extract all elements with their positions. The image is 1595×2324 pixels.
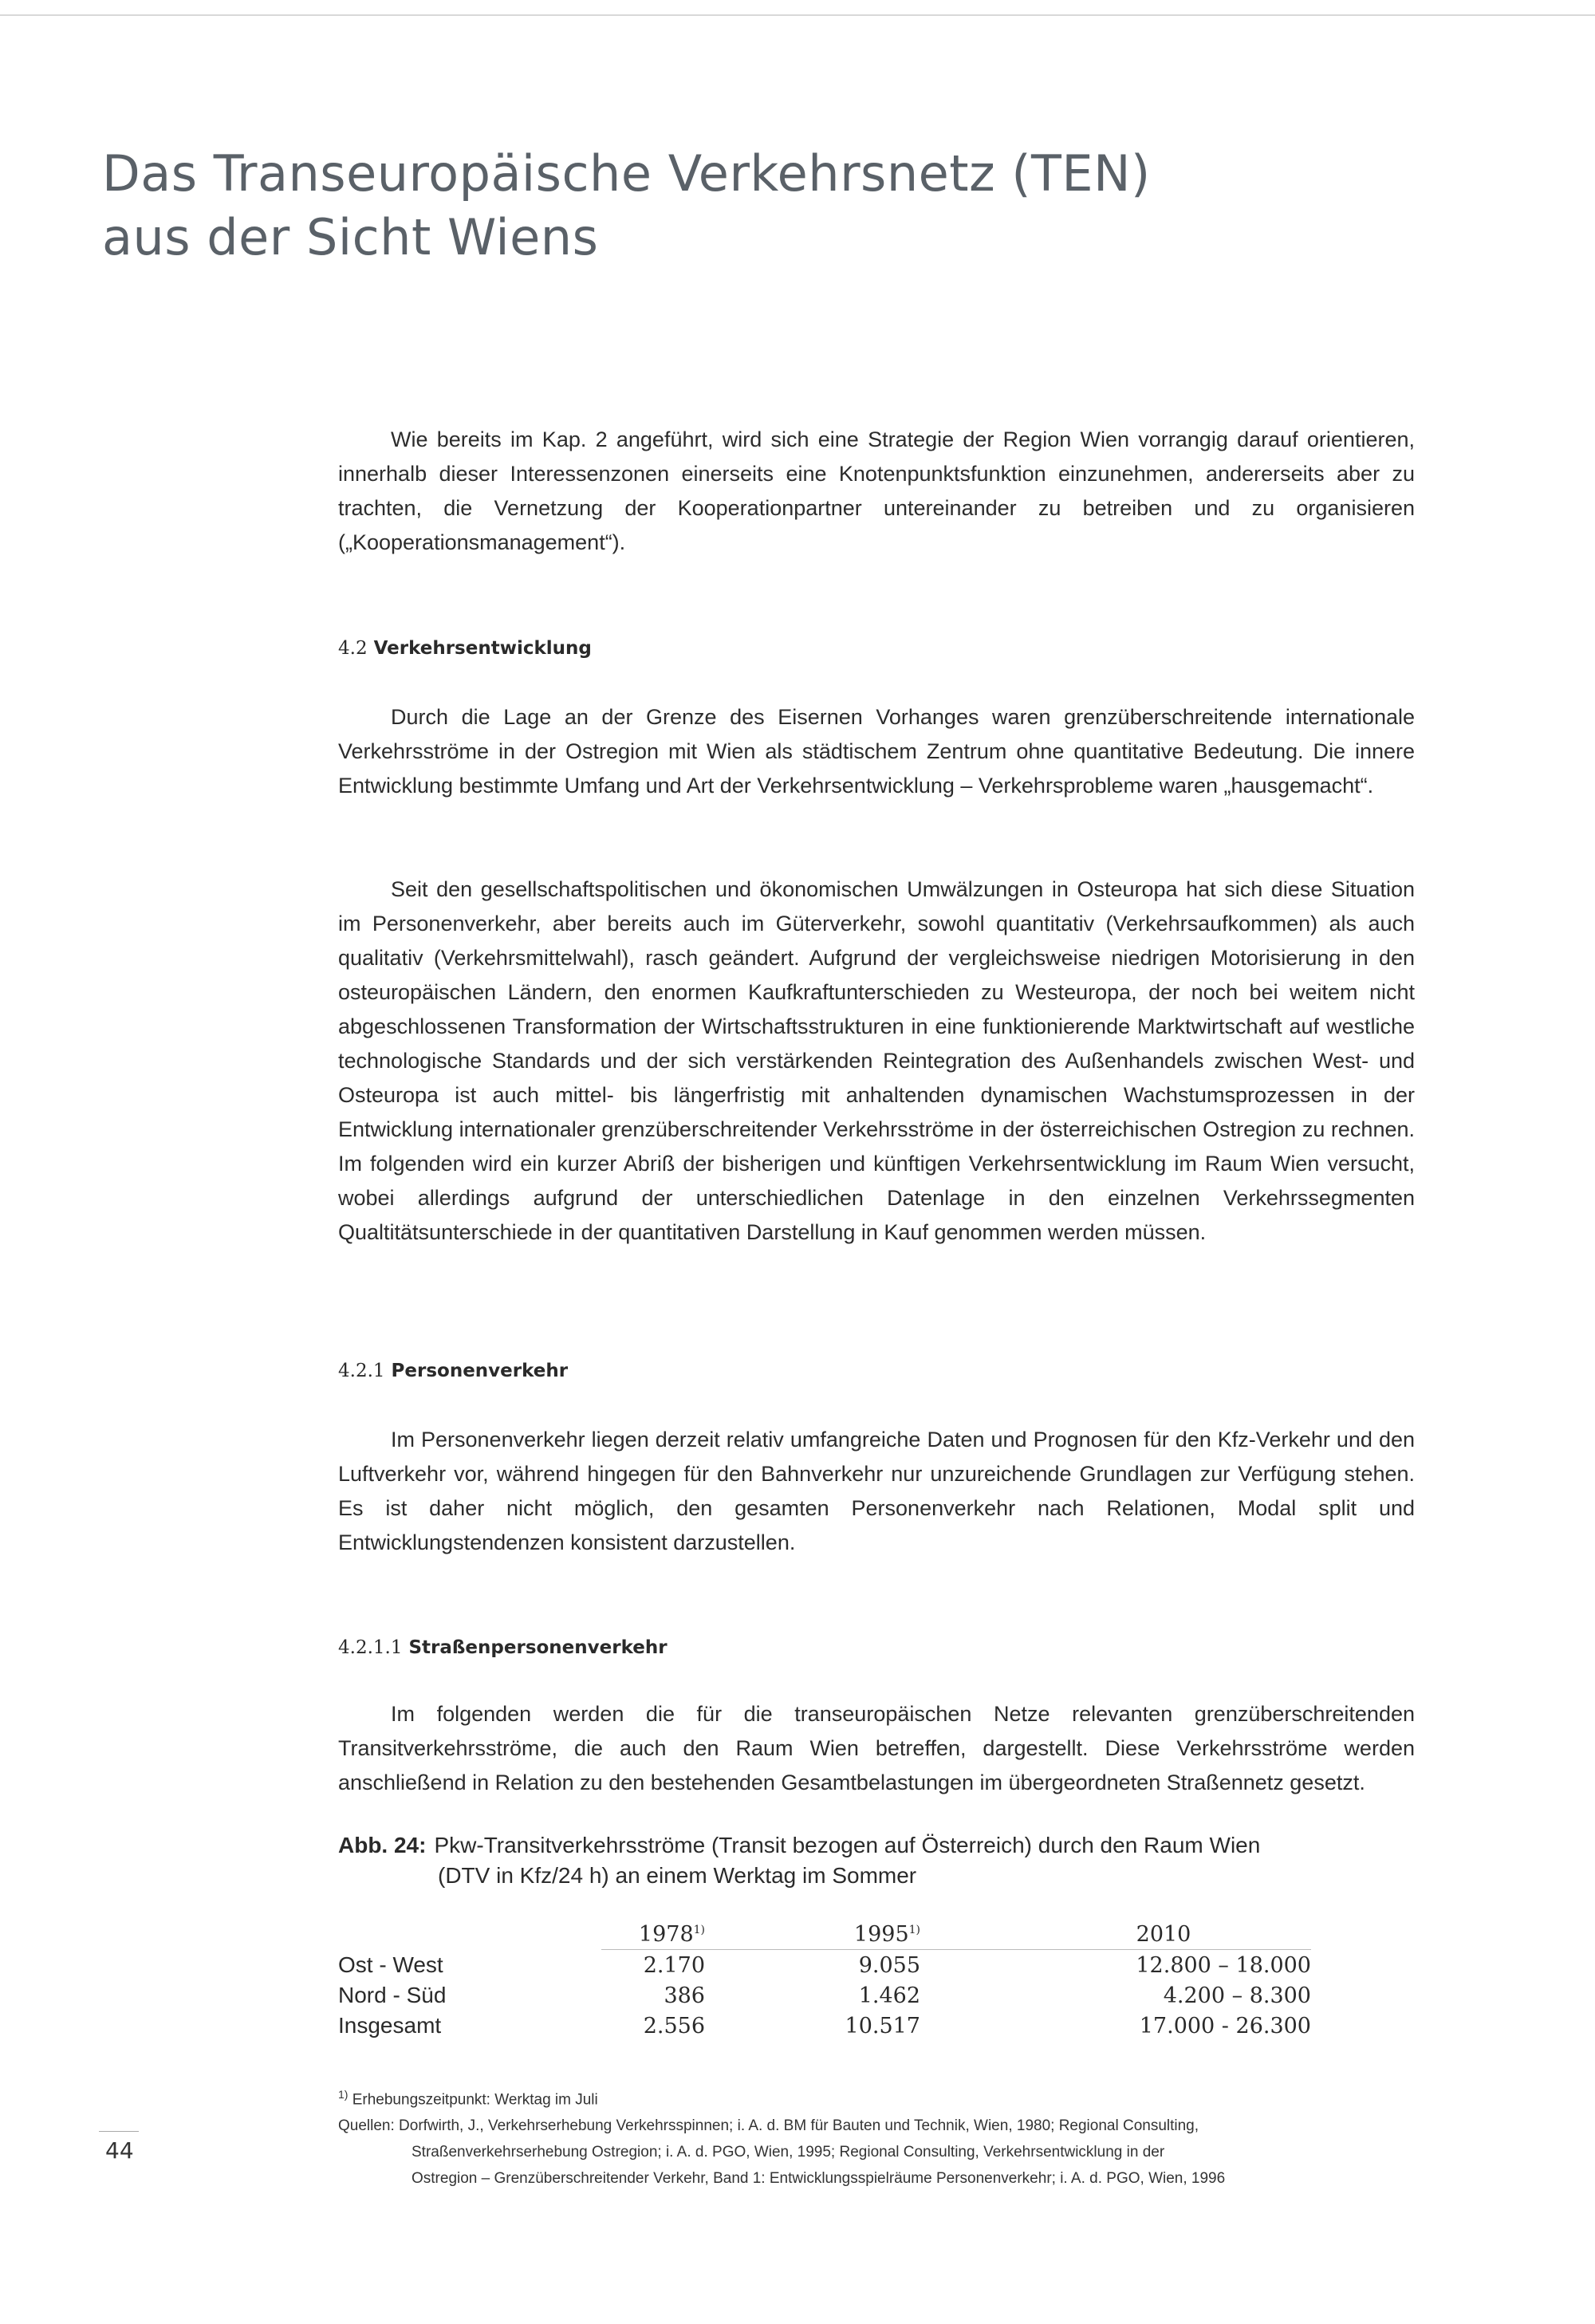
figure-caption-line-1: Pkw-Transitverkehrsströme (Transit bezogen auf Österreich) durch den Raum Wien	[434, 1833, 1261, 1857]
cell-value: 2.170	[643, 1952, 705, 1978]
footnote-1: $^{1)}$ Erhebungszeitpunkt: Werktag im Juli	[338, 2088, 598, 2109]
section-4-2-1-heading	[338, 1358, 1415, 1384]
section-4-2-paragraph-2: Seit den gesellschaftspolitischen und ökonomischen Umwälzungen in Osteuropa hat sich diese Situation im Personenverkehr, aber bereits auch im Güterverkehr, sowohl quantitativ (Verkehrsaufkommen) als auch qualitativ (Verkehrsmittelwahl), rasch geändert. Aufgrund der vergleichsweise niedrigen Motorisierung in den osteuropäischen Ländern, den enormen Kaufkraftunterschieden zu Westeuropa, der noch bei weitem nicht abgeschlossenen Transformation der Wirtschaftsstrukturen in eine funktionierende Marktwirtschaft auf westliche technologische Standards und der sich verstärkenden Reintegration des Außenhandels zwischen West- und Osteuropa ist auch mittel- bis längerfristig mit anhaltenden dynamischen Wachstumsprozessen in der Entwicklung internationaler grenzüberschreitender Verkehrsströme in der österreichischen Ostregion zu rechnen. Im folgenden wird ein kurzer Abriß der bisherigen und künftigen Verkehrsentwicklung im Raum Wien versucht, wobei allerdings aufgrund der unterschiedlichen Datenlage in den einzelnen Verkehrssegmenten Qualtitätsunterschiede in der quantitativen Darstellung in Kauf genommen werden müssen.	[338, 877, 1415, 1244]
figure-caption-line-2: (DTV in Kfz/24 h) an einem Werktag im Sommer	[438, 1863, 917, 1888]
page-title	[102, 142, 1298, 270]
section-4-2-1-paragraph-block	[338, 1423, 1415, 1560]
cell-value: 17.000 - 26.300	[1139, 2013, 1311, 2038]
row-label: Insgesamt	[338, 2013, 442, 2038]
section-4-2-heading	[338, 636, 1415, 661]
transit-table	[338, 1919, 1311, 2041]
row-label: Ost - West	[338, 1952, 443, 1977]
page-number: 44	[105, 2137, 134, 2164]
cell-value: 10.517	[845, 2013, 920, 2038]
cell-value: 12.800 – 18.000	[1136, 1952, 1311, 1978]
sources-line-3: Ostregion – Grenzüberschreitender Verkehr, Band 1: Entwicklungsspielräume Personenverkehr; i. A. d. PGO, Wien, 1996	[412, 2170, 1226, 2188]
section-4-2-1-1-paragraph-block	[338, 1697, 1415, 1800]
table-header-1995: 1995$^{1)}$	[705, 1919, 920, 1950]
cell-value: 386	[664, 1983, 705, 2008]
table-row	[338, 2011, 1311, 2041]
section-title: Verkehrsentwicklung	[373, 638, 592, 659]
figure-caption	[338, 1830, 1260, 1891]
footnotes	[338, 2082, 1407, 2192]
sources-line-2: Straßenverkehrserhebung Ostregion; i. A. d. PGO, Wien, 1995; Regional Consulting, Verkehrsentwicklung in der	[412, 2144, 1165, 2161]
intro-paragraph: Wie bereits im Kap. 2 angeführt, wird sich eine Strategie der Region Wien vorrangig darauf orientieren, innerhalb dieser Interessenzonen einerseits eine Knotenpunktsfunktion einzunehmen, andererseits aber zu trachten, die Vernetzung der Kooperationpartner untereinander zu betreiben und zu organisieren („Kooperationsmanagement“).	[338, 427, 1415, 554]
footnote-mark: 1)	[693, 1923, 705, 1936]
section-title: Personenverkehr	[391, 1361, 569, 1381]
cell-value: 4.200 – 8.300	[1163, 1983, 1311, 2008]
section-4-2-1-paragraph: Im Personenverkehr liegen derzeit relativ umfangreiche Daten und Prognosen für den Kfz-Verkehr und den Luftverkehr vor, während hingegen für den Bahnverkehr nur unzureichende Grundlagen zur Verfügung stehen. Es ist daher nicht möglich, den gesamten Personenverkehr nach Relationen, Modal split und Entwicklungstendenzen konsistent darzustellen.	[338, 1428, 1415, 1554]
section-4-2-1-1-heading	[338, 1635, 1415, 1660]
top-rule	[0, 14, 1595, 16]
section-number: 4.2.1	[338, 1361, 385, 1381]
section-number: 4.2	[338, 638, 368, 659]
sources-line-1: Quellen: Dorfwirth, J., Verkehrserhebung Verkehrsspinnen; i. A. d. BM für Bauten und Technik, Wien, 1980; Regional Consulting,	[338, 2117, 1199, 2135]
row-label: Nord - Süd	[338, 1983, 447, 2007]
intro-block	[338, 423, 1415, 560]
page-title-line-2: aus der Sicht Wiens	[102, 208, 599, 266]
section-4-2-paragraph-1: Durch die Lage an der Grenze des Eisernen Vorhanges waren grenzüberschreitende internationale Verkehrsströme in der Ostregion mit Wien als städtischem Zentrum ohne quantitative Bedeutung. Die innere Entwicklung bestimmte Umfang und Art der Verkehrsentwicklung – Verkehrsprobleme waren „hausgemacht“.	[338, 705, 1415, 798]
page-title-line-1: Das Transeuropäische Verkehrsnetz (TEN)	[102, 144, 1151, 203]
page-number-rule	[99, 2131, 139, 2132]
section-title: Straßenpersonenverkehr	[408, 1637, 668, 1658]
cell-value: 2.556	[643, 2013, 705, 2038]
section-number: 4.2.1.1	[338, 1637, 403, 1658]
section-4-2-1-1-paragraph: Im folgenden werden die für die transeuropäischen Netze relevanten grenzüberschreitenden Transitverkehrsströme, die auch den Raum Wien betreffen, dargestellt. Diese Verkehrsströme werden anschließend in Relation zu den bestehenden Gesamtbelastungen im übergeordneten Straßennetz gesetzt.	[338, 1702, 1415, 1794]
section-4-2-paragraph-2-block	[338, 872, 1415, 1250]
cell-value: 9.055	[858, 1952, 920, 1978]
table-header-empty	[338, 1919, 601, 1950]
table-row	[338, 1950, 1311, 1981]
footnote-mark: 1)	[908, 1923, 920, 1936]
table-header-2010: 2010	[920, 1919, 1311, 1950]
table-row	[338, 1980, 1311, 2011]
figure-label: Abb. 24:	[338, 1833, 427, 1857]
cell-value: 1.462	[858, 1983, 920, 2008]
table-header-1978: 1978$^{1)}$	[601, 1919, 705, 1950]
section-4-2-paragraph-1-block	[338, 700, 1415, 803]
footnote-mark: 1)	[338, 2088, 349, 2101]
table-header-row	[338, 1919, 1311, 1950]
